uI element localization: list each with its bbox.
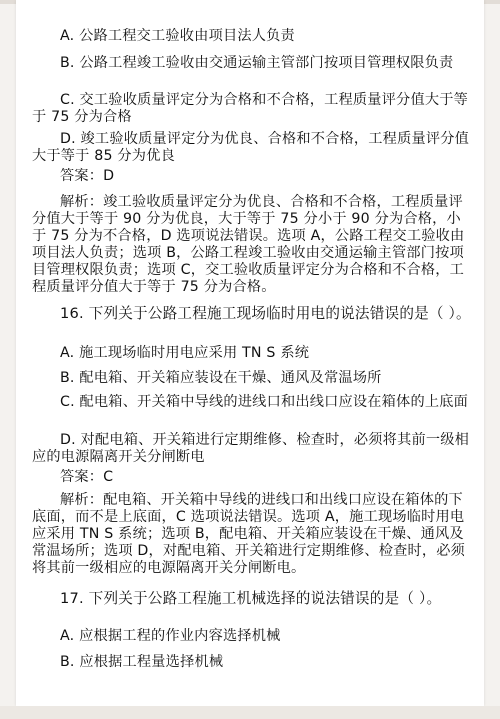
option-d-q16: D. 对配电箱、开关箱进行定期维修、检查时，必须将其前一级相应的电源隔离开关分闸断电 xyxy=(32,432,470,465)
question-17-stem: 17. 下列关于公路工程施工机械选择的说法错误的是（ ）。 xyxy=(60,590,442,607)
option-a-q17: A. 应根据工程的作业内容选择机械 xyxy=(60,628,281,644)
analysis-q15: 解析：竣工验收质量评定分为优良、合格和不合格，工程质量评分值大于等于 90 分为优良，大于等于 75 分小于 90 分为合格，小于 75 分为不合格，D 选项说法错误。选项 A，公路工程交工验收由项目法人负责；选项 B，公路工程竣工验收由交通运输主管部门按项目管理权限负责；选项 C，交工验收质量评定分为合格和不合格，工程质量评分值大于等于 75 分为合格。 xyxy=(32,194,465,295)
option-b-q17: B. 应根据工程量选择机械 xyxy=(60,654,224,670)
option-b-q15: B. 公路工程竣工验收由交通运输主管部门按项目管理权限负责 xyxy=(60,55,454,71)
paper-bottom-edge xyxy=(0,706,500,719)
option-b-q16: B. 配电箱、开关箱应装设在干燥、通风及常温场所 xyxy=(60,370,382,386)
document-sheet xyxy=(16,0,484,706)
analysis-q16: 解析：配电箱、开关箱中导线的进线口和出线口应设在箱体的下底面，而不是上底面，C 选项说法错误。选项 A，施工现场临时用电应采用 TN S 系统；选项 B，配电箱、开关箱应装设在干燥、通风及常温场所；选项 D，对配电箱、开关箱进行定期维修、检查时，必须将其前一级相应的电源隔离开关分闸断电。 xyxy=(32,492,466,576)
option-a-q15: A. 公路工程交工验收由项目法人负责 xyxy=(60,28,295,44)
question-16-stem: 16. 下列关于公路工程施工现场临时用电的说法错误的是（ ）。 xyxy=(60,305,471,322)
answer-q15: 答案：D xyxy=(60,168,115,184)
option-a-q16: A. 施工现场临时用电应采用 TN S 系统 xyxy=(60,345,310,361)
answer-q16: 答案：C xyxy=(60,469,114,485)
option-c-q16: C. 配电箱、开关箱中导线的进线口和出线口应设在箱体的上底面 xyxy=(60,394,468,410)
option-c-q15: C. 交工验收质量评定分为合格和不合格，工程质量评分值大于等于 75 分为合格 xyxy=(32,92,468,125)
option-d-q15: D. 竣工验收质量评定分为优良、合格和不合格，工程质量评分值大于等于 85 分为优良 xyxy=(32,131,470,164)
